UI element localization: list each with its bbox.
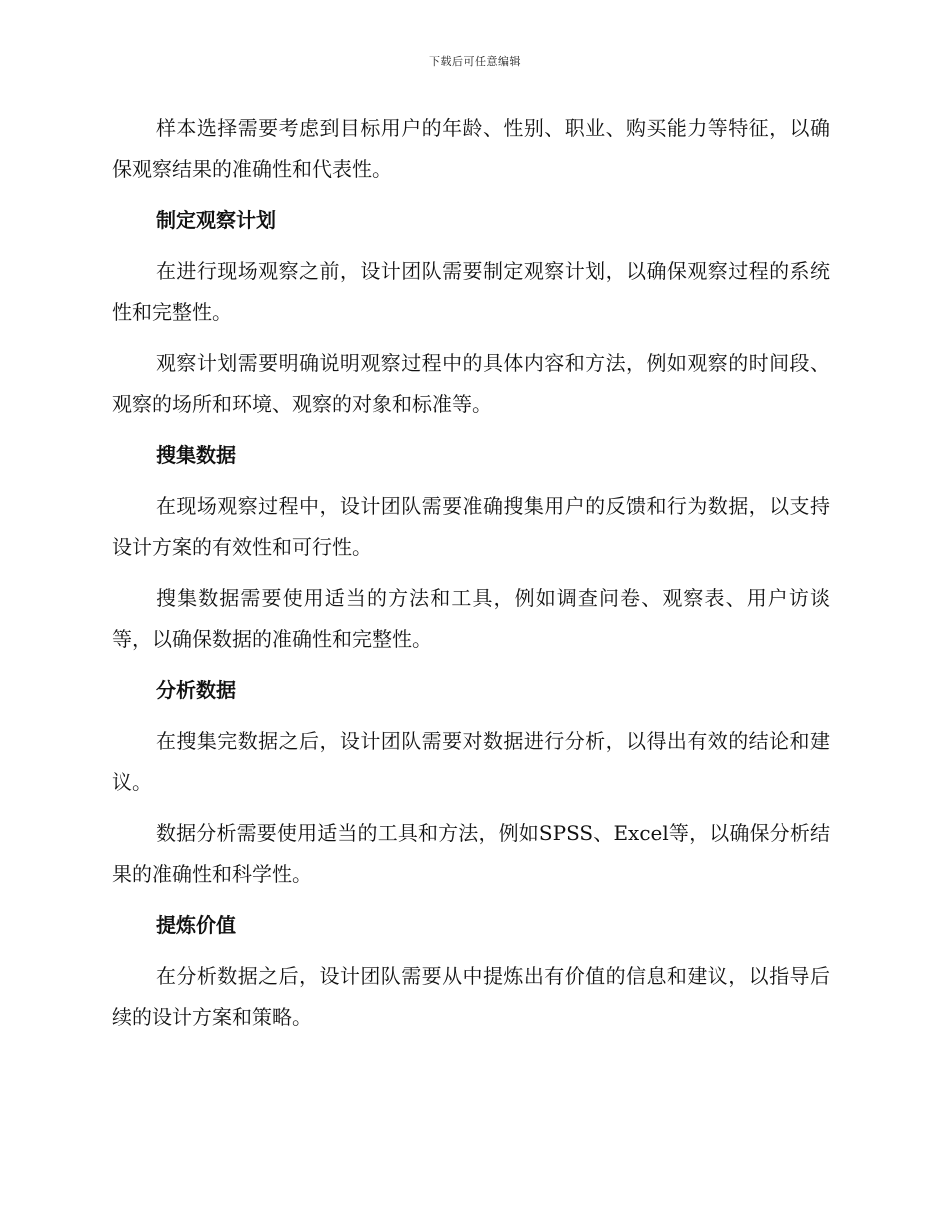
section-heading: 分析数据 bbox=[156, 678, 236, 702]
section-heading: 搜集数据 bbox=[156, 443, 236, 467]
paragraph: 在进行现场观察之前，设计团队需要制定观察计划，以确保观察过程的系统性和完整性。 bbox=[112, 259, 830, 324]
document-body bbox=[112, 108, 830, 1048]
paragraph: 数据分析需要使用适当的工具和方法，例如SPSS、Excel等，以确保分析结果的准确性和科学性。 bbox=[112, 821, 830, 886]
page-header: 下载后可任意编辑 bbox=[429, 55, 521, 68]
section-heading: 制定观察计划 bbox=[156, 208, 276, 232]
paragraph: 样本选择需要考虑到目标用户的年龄、性别、职业、购买能力等特征，以确保观察结果的准确性和代表性。 bbox=[112, 116, 830, 181]
section-heading: 提炼价值 bbox=[156, 913, 236, 937]
paragraph: 在分析数据之后，设计团队需要从中提炼出有价值的信息和建议，以指导后续的设计方案和策略。 bbox=[112, 964, 830, 1029]
paragraph: 在搜集完数据之后，设计团队需要对数据进行分析，以得出有效的结论和建议。 bbox=[112, 729, 830, 794]
paragraph: 在现场观察过程中，设计团队需要准确搜集用户的反馈和行为数据，以支持设计方案的有效性和可行性。 bbox=[112, 494, 830, 559]
paragraph: 搜集数据需要使用适当的方法和工具，例如调查问卷、观察表、用户访谈等，以确保数据的准确性和完整性。 bbox=[112, 586, 830, 651]
paragraph: 观察计划需要明确说明观察过程中的具体内容和方法，例如观察的时间段、观察的场所和环境、观察的对象和标准等。 bbox=[112, 351, 830, 416]
